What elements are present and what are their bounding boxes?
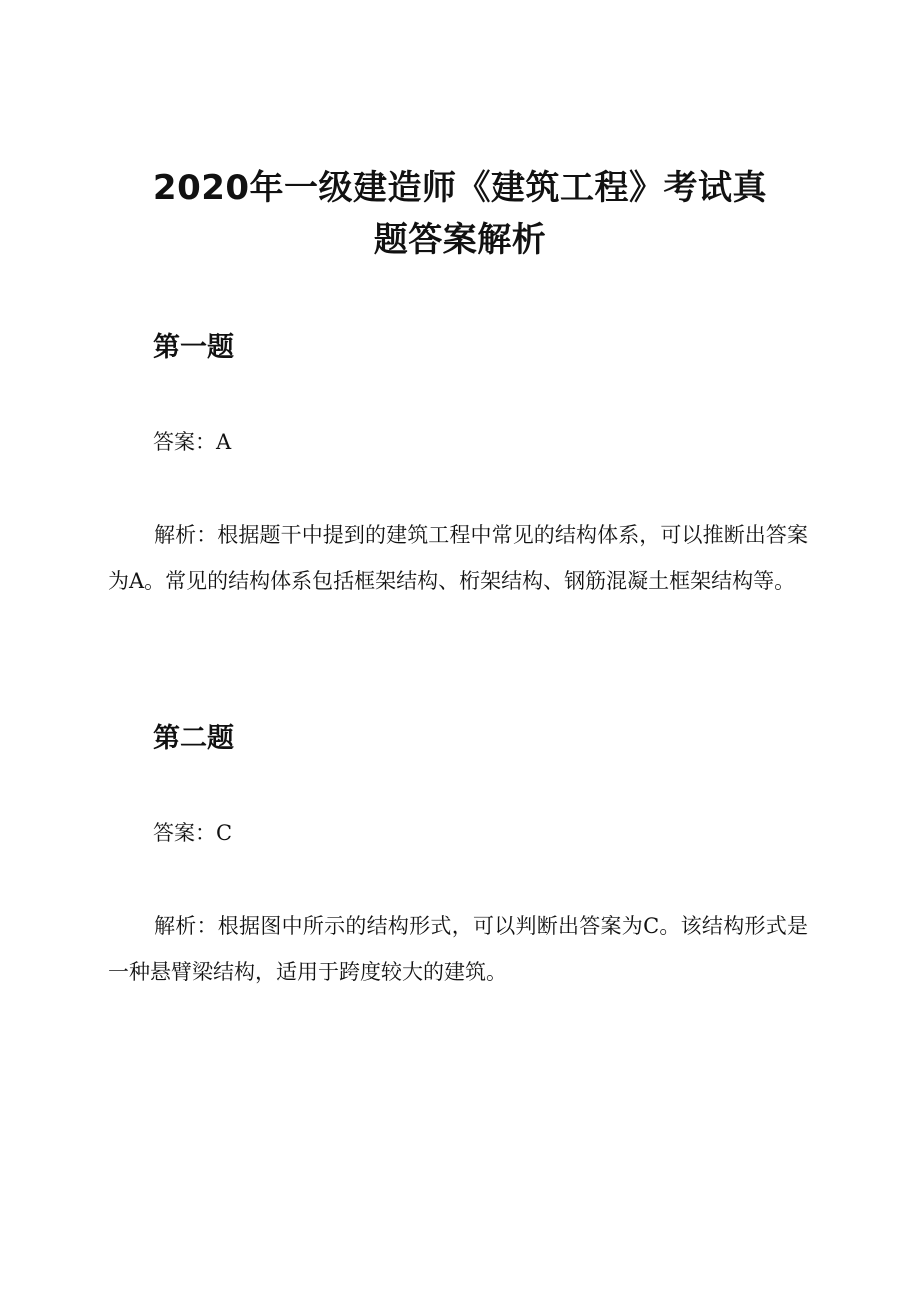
question-1-analysis: 解析：根据题干中提到的建筑工程中常见的结构体系，可以推断出答案为A。常见的结构体系包括框架结构、桁架结构、钢筋混凝土框架结构等。 (108, 523, 808, 593)
page-title-line-1: 2020年一级建造师《建筑工程》考试真 (152, 168, 768, 208)
question-2-heading: 第二题 (153, 723, 234, 754)
question-2-analysis: 解析：根据图中所示的结构形式，可以判断出答案为C。该结构形式是一种悬臂梁结构，适用于跨度较大的建筑。 (108, 914, 808, 984)
page-title (110, 162, 810, 266)
question-1-answer: 答案：A (153, 430, 232, 454)
question-1-heading: 第一题 (153, 332, 234, 363)
page-title-line-2: 题答案解析 (373, 220, 547, 260)
question-2-answer: 答案：C (153, 821, 233, 845)
